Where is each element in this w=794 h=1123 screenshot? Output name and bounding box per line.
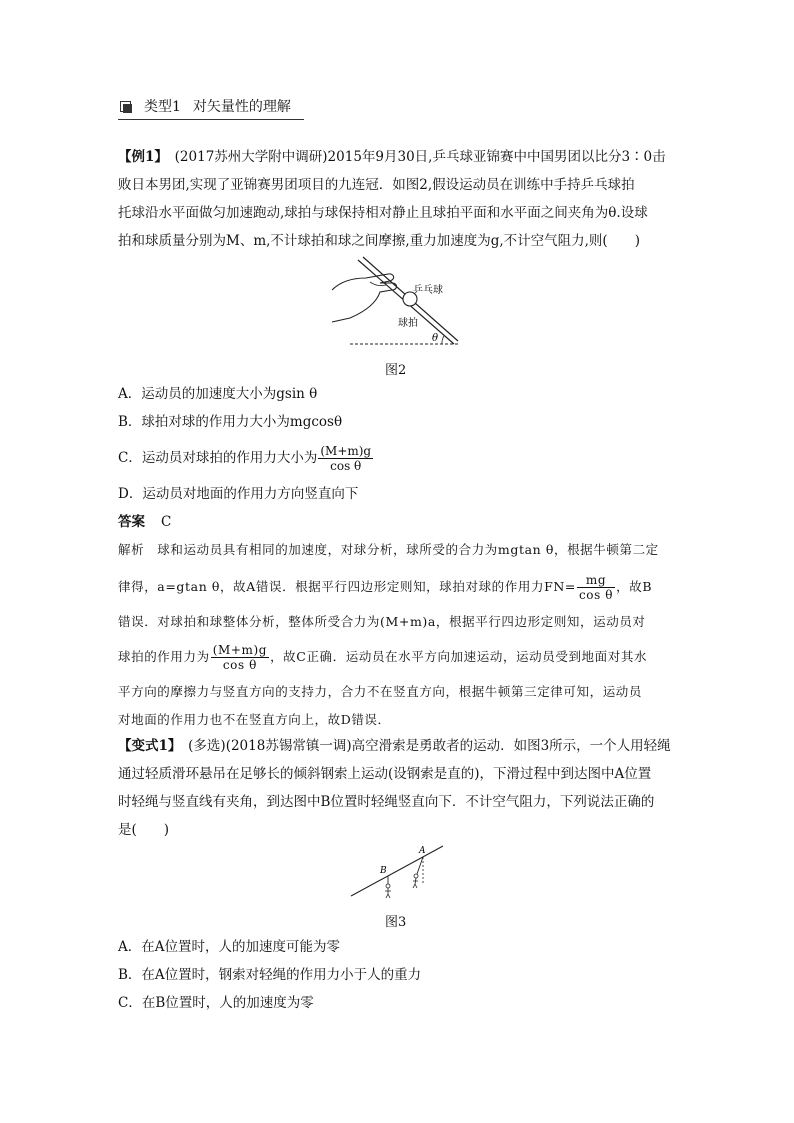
figure-3-caption: 图3 — [385, 915, 407, 930]
example1-option-c: C．运动员对球拍的作用力大小为 $\frac{(M+m)g}{\text{cos θ}}$ — [118, 444, 372, 473]
section-header — [118, 95, 304, 120]
solution-line-2: 律得，a=gtan θ，故A错误．根据平行四边形定则知，球拍对球的作用力FN= $\frac{mg}{\text{cos θ}}$ ，故B — [118, 573, 653, 602]
figure-3-zipline-diagram — [345, 838, 450, 903]
solution-fraction: $\frac{(M+m)g}{\text{cos θ}}$ — [212, 643, 268, 672]
variant1-option-c: C．在B位置时，人的加速度为零 — [118, 995, 314, 1011]
variant1-option-a: A．在A位置时，人的加速度可能为零 — [118, 939, 340, 955]
variant1-line-2: 通过轻质滑环悬吊在足够长的倾斜钢索上运动(设钢索是直的)，下滑过程中到达图中A位置 — [118, 766, 652, 782]
section-square-icon — [120, 101, 132, 113]
example1-tag: 【例1】 — [118, 149, 162, 165]
figure-2-racket-diagram — [330, 252, 470, 352]
example1-option-a: A．运动员的加速度大小为gsin θ — [118, 386, 318, 402]
solution-line-3: 错误．对球拍和球整体分析，整体所受合力为(M+m)a，根据平行四边形定则知，运动员对 — [118, 614, 646, 629]
example1-line-1: 【例1】 (2017苏州大学附中调研)2015年9月30日,乒乓球亚锦赛中中国男团以比分3∶0击 — [118, 149, 666, 165]
answer-row — [118, 512, 171, 532]
section-title-text: 对矢量性的理解 — [192, 99, 291, 115]
solution-line-6: 对地面的作用力也不在竖直方向上，故D错误． — [118, 712, 391, 727]
example1-line-2: 败日本男团,实现了亚锦赛男团项目的九连冠．如图2,假设运动员在训练中手持乒乓球拍 — [118, 177, 635, 193]
answer-value: C — [161, 514, 172, 530]
section-prefix: 类型1 — [144, 99, 181, 115]
racket-label: 球拍 — [398, 318, 418, 329]
variant1-line-4: 是( ) — [118, 822, 170, 838]
example1-option-d: D．运动员对地面的作用力方向竖直向下 — [118, 486, 359, 502]
solution-line-4: 球拍的作用力为 $\frac{(M+m)g}{\text{cos θ}}$ ，故C正确．运动员在水平方向加速运动，运动员受到地面对其水 — [118, 643, 648, 672]
figure-2-caption: 图2 — [385, 363, 407, 378]
solution-line-5: 平方向的摩擦力与竖直方向的支持力，合力不在竖直方向，根据牛顿第三定律可知，运动员 — [118, 684, 643, 699]
example1-option-b: B．球拍对球的作用力大小为mgcosθ — [118, 414, 343, 430]
solution-line-1: 解析 球和运动员具有相同的加速度，对球分析，球所受的合力为mgtan θ，根据牛顿第二定 — [118, 542, 659, 557]
example1-line-4: 拍和球质量分别为M、m,不计球拍和球之间摩擦,重力加速度为g,不计空气阻力,则( ) — [118, 233, 640, 249]
fn-symbol: FN= — [544, 579, 576, 594]
fn-fraction: $\frac{mg}{\text{cos θ}}$ — [578, 573, 614, 602]
section-title — [144, 96, 303, 116]
label-b: B — [380, 866, 387, 876]
option-c-fraction: $\frac{(M+m)g}{\text{cos θ}}$ — [320, 444, 372, 473]
variant1-tag: 【变式1】 — [118, 738, 175, 754]
label-a: A — [419, 846, 426, 856]
example1-line-3: 托球沿水平面做匀加速跑动,球拍与球保持相对静止且球拍平面和水平面之间夹角为θ.设球 — [118, 205, 648, 221]
variant1-option-b: B．在A位置时，钢索对轻绳的作用力小于人的重力 — [118, 967, 422, 983]
variant1-line-1: 【变式1】 (多选)(2018苏锡常镇一调)高空滑索是勇敢者的运动．如图3所示，一个人用轻绳 — [118, 738, 671, 754]
angle-label: θ — [432, 333, 439, 344]
answer-label: 答案 — [118, 514, 145, 530]
ball-label: 乒乓球 — [413, 285, 443, 296]
variant1-line-3: 时轻绳与竖直线有夹角，到达图中B位置时轻绳竖直向下．不计空气阻力，下列说法正确的 — [118, 794, 655, 810]
